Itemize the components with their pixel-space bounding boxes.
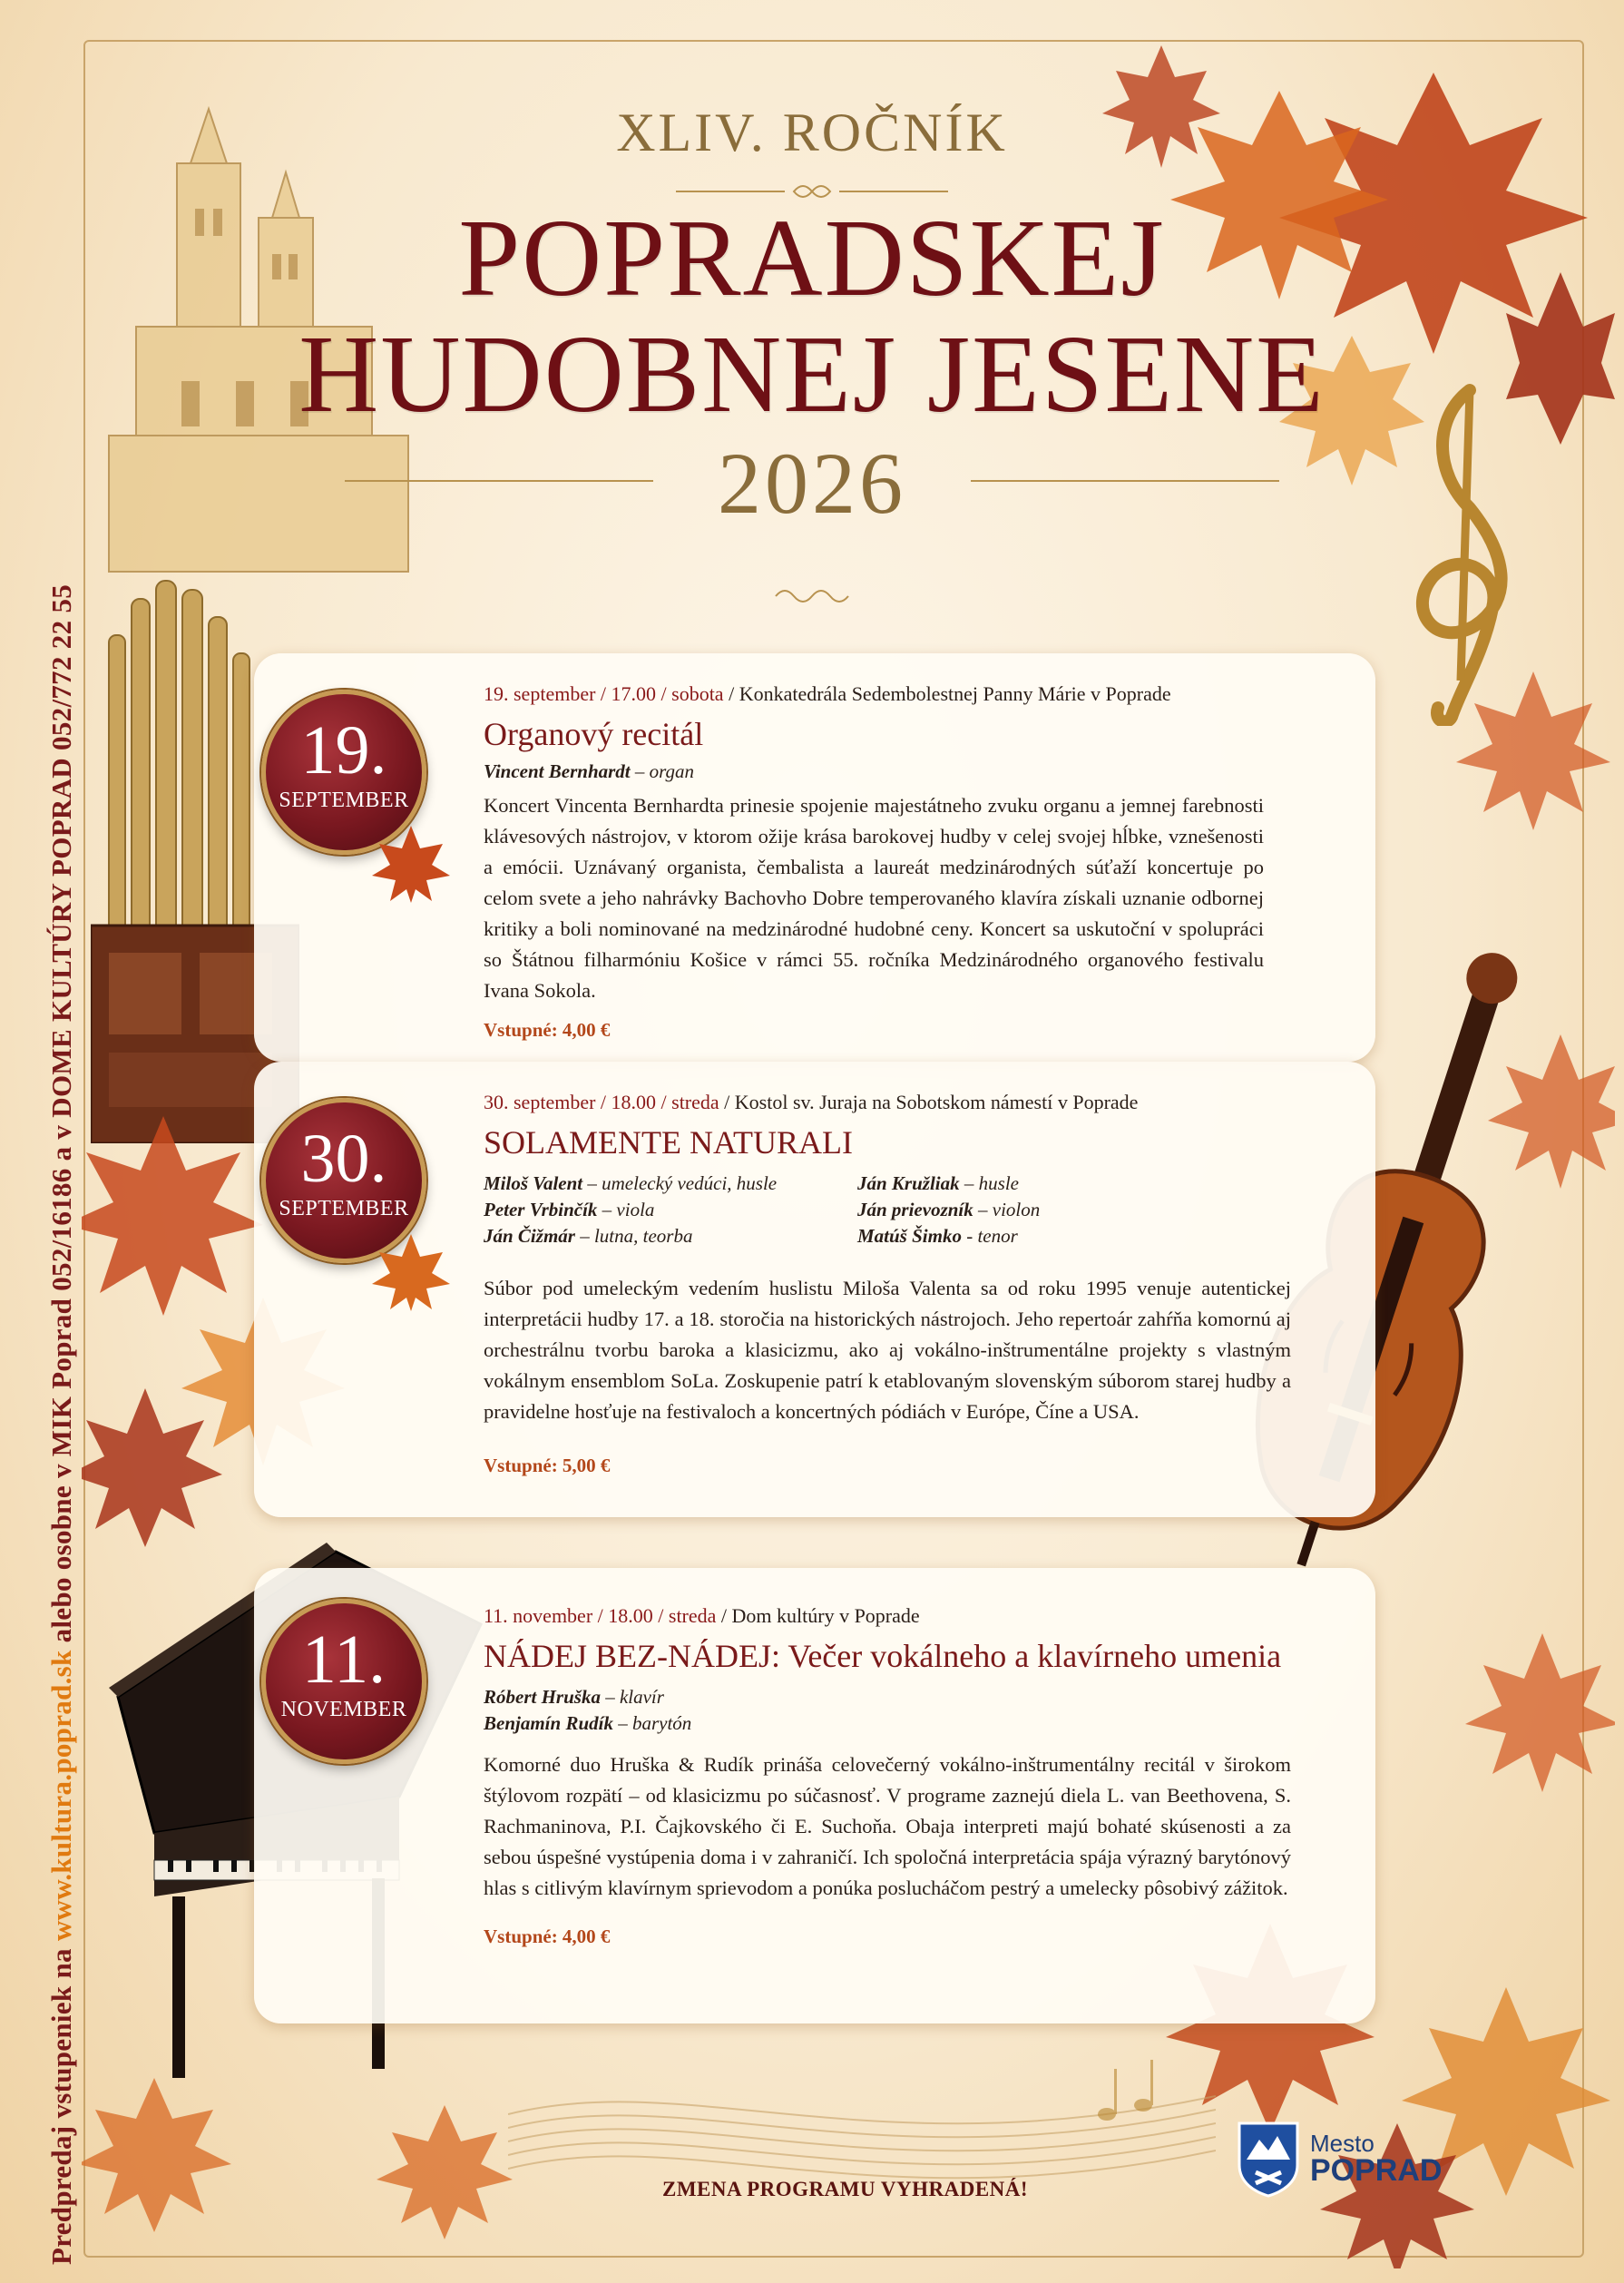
presale-text-2: alebo osobne v MIK Poprad 052/16186 a v DOME KULTÚRY POPRAD 052/772 22 55 [45, 583, 77, 1651]
program-change-notice: ZMENA PROGRAMU VYHRADENÁ! [662, 2178, 1029, 2200]
presale-url-link[interactable]: www.kultura.poprad.sk [45, 1650, 77, 1942]
event-meta [484, 682, 1264, 706]
event-meta [484, 1604, 1291, 1628]
autumn-leaf-icon [370, 1230, 452, 1311]
performer-list [484, 1171, 1291, 1249]
autumn-leaf-icon [370, 821, 452, 903]
event-price: Vstupné: 5,00 € [484, 1455, 611, 1476]
event-date-time: 19. september / 17.00 / sobota [484, 682, 724, 705]
presale-text-1: Predpredaj vstupeniek na [45, 1941, 77, 2265]
performer: Matúš Šimko - tenor [857, 1225, 1018, 1247]
event-title: SOLAMENTE NATURALI [484, 1124, 853, 1161]
performer: Vincent Bernhardt – organ [484, 760, 695, 782]
event-meta [484, 1091, 1291, 1114]
year-line-left [345, 478, 653, 484]
performer: Miloš Valent – umelecký vedúci, husle [484, 1172, 778, 1194]
mesto-poprad-logo [1236, 2120, 1442, 2198]
performer-list [484, 1684, 1291, 1737]
performer: Benjamín Rudík – barytón [484, 1712, 692, 1734]
event-title: Organový recitál [484, 716, 704, 752]
event-venue: / Konkatedrála Sedembolestnej Panny Márie v Poprade [723, 682, 1171, 705]
year-line-right [971, 478, 1279, 484]
date-badge-day: 30. [300, 1121, 387, 1197]
event-title: NÁDEJ BEZ-NÁDEJ: Večer vokálneho a klavírneho umenia [484, 1638, 1282, 1674]
event-description: Koncert Vincenta Bernhardta prinesie spojenie majestátneho zvuku organu a jemnej farebnosti klávesových nástrojov, v ktorom ožije krása barokovej hudby v celej svojej hĺbke, vznešenosti a emócii. Uznávaný organista, čembalista a laureát medzinárodných súťaží koncertuje po celom svete a jeho nahrávky Bachovho Dobre temperovaného klavíra získali uznanie odbornej kritiky a boli nominované na medzinárodné hudobné ceny. Koncert sa uskutoční v spolupráci so Štátnou filharmóniu Košice v rámci 55. ročníka Medzinárodného organového festivalu Ivana Sokola. [484, 794, 1264, 1002]
logo-text-mesto: Mesto [1310, 2130, 1375, 2157]
edition-label: XLIV. ROČNÍK [616, 103, 1008, 162]
performer: Ján prievozník – violon [857, 1199, 1041, 1220]
date-badge-month: SEPTEMBER [279, 789, 409, 812]
event-description: Komorné duo Hruška & Rudík prináša celovečerný vokálno-inštrumentálny recitál v širokom štýlovom rozpätí – od klasicizmu po súčasnosť. V programe zaznejú diela L. van Beethovena, S. Rachmaninova, P.I. Čajkovského či E. Suchoňa. Obaja interpreti majú bohaté skúsenosti a za sebou úspešné vystúpenia doma i v zahraničí. Ich spoločná interpretácia spája výrazný barytónový hlas s citlivým klavírnym sprievodom a ponúka poslucháčom pestrý a umelecky pôsobivý zážitok. [484, 1753, 1291, 1899]
music-staff-decoration [508, 2060, 1216, 2241]
event-price: Vstupné: 4,00 € [484, 1925, 611, 1947]
event-1 [484, 682, 1264, 1042]
date-badge-3 [261, 1599, 426, 1764]
ticket-presale-info [45, 423, 78, 2265]
performer: Ján Čižmár – lutna, teorba [484, 1225, 693, 1247]
event-description: Súbor pod umeleckým vedením huslistu Miloša Valenta sa od roku 1995 venuje autentickej interpretácii hudby 17. a 18. storočia na historických nástrojoch. Jeho repertoár zahŕňa komornú aj orchestrálnu tvorbu baroka a klasicizmu, ako aj vokálno-inštrumentálne projekty s vlastným vokálnym ensemblom SoLa. Zoskupenie patrí k etablovaným slovenským súborom starej hudby a pravidelne hosťuje na festivaloch a koncertných pódiách v Európe, Číne a USA. [484, 1277, 1291, 1423]
event-3 [484, 1604, 1291, 1948]
date-badge-month: NOVEMBER [280, 1698, 407, 1721]
date-badge-day: 11. [301, 1622, 386, 1698]
ornament-divider-bottom-icon [748, 583, 876, 610]
city-crest-icon [1236, 2120, 1301, 2198]
date-badge-month: SEPTEMBER [279, 1197, 409, 1220]
performer: Peter Vrbinčík – viola [484, 1199, 655, 1220]
event-2 [484, 1091, 1291, 1477]
festival-year: 2026 [718, 435, 906, 532]
performer: Róbert Hruška – klavír [484, 1686, 664, 1708]
event-date-time: 11. november / 18.00 / streda [484, 1604, 717, 1627]
ornament-divider-icon [676, 178, 948, 205]
festival-title-line2: HUDOBNEJ JESENE [298, 313, 1326, 436]
poster-header [272, 102, 1352, 533]
event-date-time: 30. september / 18.00 / streda [484, 1091, 719, 1113]
autumn-leaves-right [1397, 635, 1615, 1996]
event-venue: / Kostol sv. Juraja na Sobotskom námestí v Poprade [719, 1091, 1139, 1113]
logo-text-poprad: POPRAD [1310, 2153, 1443, 2188]
performer: Ján Kružliak – husle [857, 1172, 1019, 1194]
festival-title-line1: POPRADSKEJ [458, 197, 1166, 319]
date-badge-day: 19. [300, 712, 387, 789]
event-price: Vstupné: 4,00 € [484, 1019, 611, 1041]
event-venue: / Dom kultúry v Poprade [716, 1604, 920, 1627]
